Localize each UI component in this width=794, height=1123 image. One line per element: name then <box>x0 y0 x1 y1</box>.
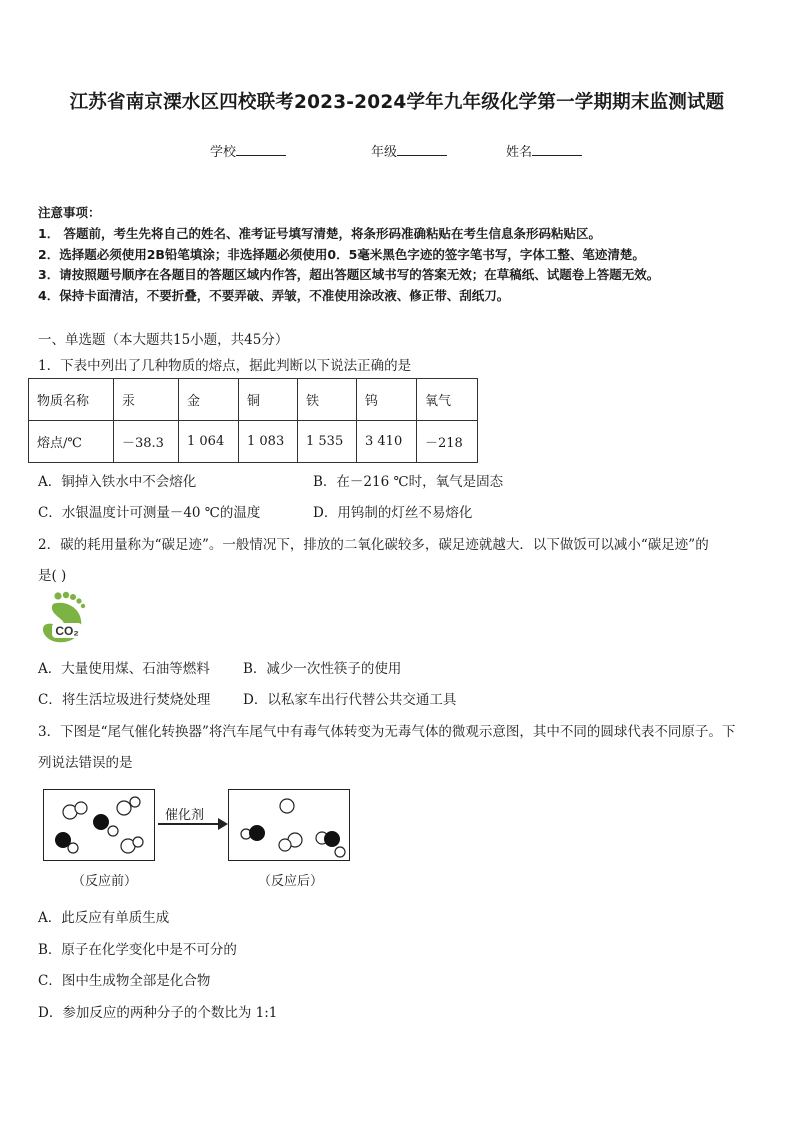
table-cell: 1 083 <box>239 421 298 463</box>
co2-footprint-icon <box>37 590 89 646</box>
table-cell: 1 064 <box>179 421 239 463</box>
co2-icon-label: CO₂ <box>55 624 79 638</box>
exam-title: 江苏省南京溧水区四校联考2023-2024学年九年级化学第一学期期末监测试题 <box>69 92 725 113</box>
table-cell: 3 410 <box>357 421 417 463</box>
table-cell: 熔点/℃ <box>29 421 114 463</box>
q1-option-d[interactable]: D．用钨制的灯丝不易熔化 <box>313 505 473 521</box>
arrow-head-icon <box>218 818 228 830</box>
table-row <box>29 379 478 421</box>
q3-option-b[interactable]: B．原子在化学变化中是不可分的 <box>38 942 237 958</box>
q1-option-b[interactable]: B．在－216 ℃时，氧气是固态 <box>313 474 504 490</box>
table-cell: 铜 <box>239 379 298 421</box>
note-item: 3．请按照题号顺序在各题目的答题区域内作答，超出答题区域书写的答案无效；在草稿纸、试题卷上答题无效。 <box>38 267 660 282</box>
table-cell: 1 535 <box>298 421 357 463</box>
before-label: （反应前） <box>72 874 138 889</box>
table-cell: 氧气 <box>417 379 478 421</box>
q3-option-a[interactable]: A．此反应有单质生成 <box>38 910 170 926</box>
q2-option-c[interactable]: C．将生活垃圾进行焚烧处理 <box>38 692 211 708</box>
catalyst-label: 催化剂 <box>165 808 205 823</box>
q2-option-d[interactable]: D．以私家车出行代替公共交通工具 <box>243 692 457 708</box>
table-cell: 金 <box>179 379 239 421</box>
table-row <box>29 421 478 463</box>
q2-stem-line1: 2．碳的耗用量称为“碳足迹”。一般情况下，排放的二氧化碳较多，碳足迹就越大．以下做饭可以减小“碳足迹”的 <box>38 537 709 553</box>
reaction-before-box <box>43 789 155 861</box>
after-label: （反应后） <box>258 874 324 889</box>
grade-label: 年级 <box>371 145 398 160</box>
molecules-before-figure <box>44 790 154 860</box>
notes-heading: 注意事项： <box>38 205 101 220</box>
grade-blank[interactable] <box>397 143 447 156</box>
q3-stem-line2: 列说法错误的是 <box>38 755 133 771</box>
table-cell: －218 <box>417 421 478 463</box>
q3-stem-line1: 3．下图是“尾气催化转换器”将汽车尾气中有毒气体转变为无毒气体的微观示意图，其中不同的圆球代表不同原子。下 <box>38 724 736 740</box>
school-label: 学校 <box>210 145 237 160</box>
q2-option-a[interactable]: A．大量使用煤、石油等燃料 <box>38 661 210 677</box>
name-label: 姓名 <box>506 145 533 160</box>
school-blank[interactable] <box>236 143 286 156</box>
school-field[interactable] <box>210 141 286 160</box>
melting-point-table <box>28 378 478 463</box>
table-cell: 钨 <box>357 379 417 421</box>
grade-field[interactable] <box>371 141 447 160</box>
q1-stem: 1．下表中列出了几种物质的熔点，据此判断以下说法正确的是 <box>38 358 412 374</box>
name-blank[interactable] <box>532 143 582 156</box>
q2-option-b[interactable]: B．减少一次性筷子的使用 <box>243 661 402 677</box>
q3-option-d[interactable]: D．参加反应的两种分子的个数比为 1:1 <box>38 1005 278 1021</box>
table-cell: 铁 <box>298 379 357 421</box>
q2-stem-line2: 是( ) <box>38 568 67 584</box>
molecules-after-figure <box>229 790 349 860</box>
table-cell: 物质名称 <box>29 379 114 421</box>
q1-option-a[interactable]: A．铜掉入铁水中不会熔化 <box>38 474 197 490</box>
section-heading: 一、单选题（本大题共15小题，共45分） <box>38 332 289 348</box>
q1-option-c[interactable]: C．水银温度计可测量－40 ℃的温度 <box>38 505 261 521</box>
reaction-arrow-line <box>158 823 224 825</box>
name-field[interactable] <box>506 141 582 160</box>
note-item: 4．保持卡面清洁，不要折叠，不要弄破、弄皱，不准使用涂改液、修正带、刮纸刀。 <box>38 288 510 303</box>
table-cell: 汞 <box>114 379 179 421</box>
reaction-after-box <box>228 789 350 861</box>
note-item: 2．选择题必须使用2B铅笔填涂；非选择题必须使用0．5毫米黑色字迹的签字笔书写，字体工整、笔迹清楚。 <box>38 247 645 262</box>
q3-option-c[interactable]: C．图中生成物全部是化合物 <box>38 973 211 989</box>
note-item: 1． 答题前，考生先将自己的姓名、准考证号填写清楚，将条形码准确粘贴在考生信息条形码粘贴区。 <box>38 226 602 241</box>
table-cell: －38.3 <box>114 421 179 463</box>
